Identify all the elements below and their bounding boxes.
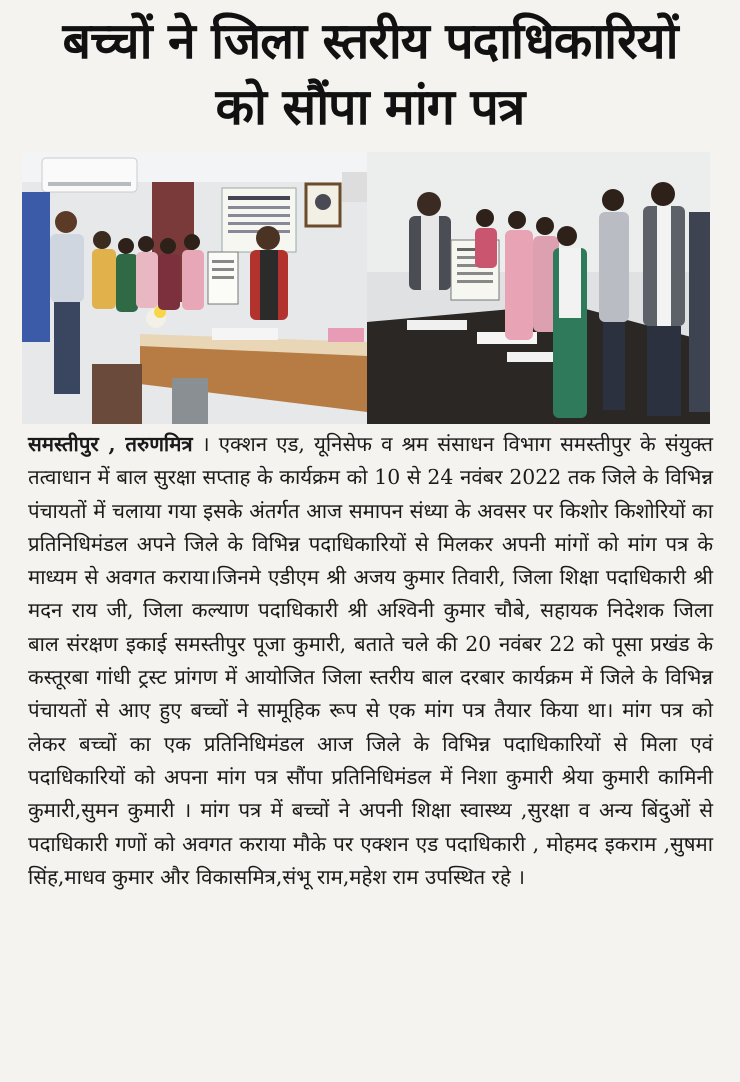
article-body	[28, 428, 713, 894]
headline-line-1: बच्चों ने जिला स्तरीय पदाधिकारियों	[62, 12, 678, 70]
photo-strip	[22, 152, 710, 424]
article-dateline: समस्तीपुर , तरुणमित्र	[28, 432, 193, 456]
office-meeting-photo	[22, 152, 367, 424]
headline	[0, 8, 740, 140]
headline-line-2: को सौंपा मांग पत्र	[215, 78, 525, 136]
article-text: । एक्शन एड, यूनिसेफ व श्रम संसाधन विभाग समस्तीपुर के संयुक्त तत्वाधान में बाल सुरक्षा सप्ताह के कार्यक्रम को 10 से 24 नवंबर 2022 तक जिले के विभिन्न पंचायतों में चलाया गया इसके अंतर्गत आज समापन संध्या के अवसर पर किशोर किशोरियों का प्रतिनिधिमंडल अपने जिले के विभिन्न पदाधिकारियों से मिलकर अपनी मांगों को मांग पत्र के माध्यम से अवगत कराया।जिनमे एडीएम श्री अजय कुमार तिवारी, जिला शिक्षा पदाधिकारी श्री मदन राय जी, जिला कल्याण पदाधिकारी श्री अश्विनी कुमार चौबे, सहायक निदेशक जिला बाल संरक्षण इकाई समस्तीपुर पूजा कुमारी, बताते चले की 20 नवंबर 22 को पूसा प्रखंड के कस्तूरबा गांधी ट्रस्ट प्रांगण में आयोजित जिला स्तरीय बाल दरबार कार्यक्रम में जिले के विभिन्न पंचायतों से आए हुए बच्चों ने सामूहिक रूप से एक मांग पत्र तैयार किया था। मांग पत्र को लेकर बच्चों का एक प्रतिनिधिमंडल आज जिले के विभिन्न पदाधिकारियों से मिला एवं पदाधिकारियों को अपना मांग पत्र सौंपा प्रतिनिधिमंडल में निशा कुमारी श्रेया कुमारी कामिनी कुमारी,सुमन कुमारी । मांग पत्र में बच्चों ने अपनी शिक्षा स्वास्थ्य ,सुरक्षा व अन्य बिंदुओं से पदाधिकारी गणों को अवगत कराया मौके पर एक्शन एड पदाधिकारी , मोहमद इकराम ,सुषमा सिंह,माधव कुमार और विकासमित्र,संभू राम,महेश राम उपस्थित रहे ।	[28, 432, 713, 889]
memorandum-handover-photo	[367, 152, 710, 424]
